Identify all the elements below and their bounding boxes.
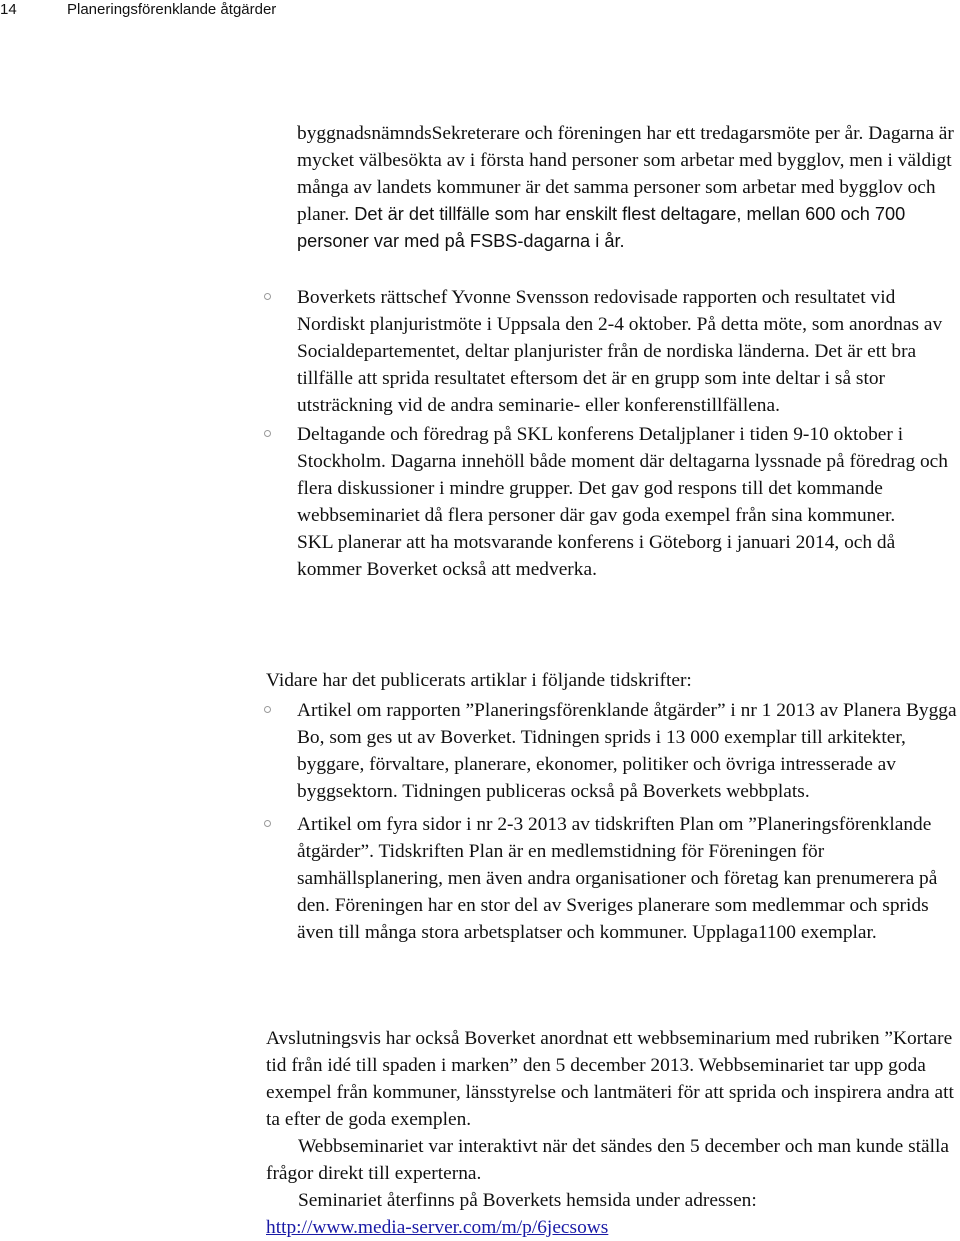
- intro-paragraph: [297, 120, 960, 255]
- closing-section: [266, 1025, 960, 1241]
- list-item: [264, 284, 960, 419]
- running-header-title: Planeringsförenklande åtgärder: [67, 1, 277, 18]
- link-line: [266, 1214, 960, 1241]
- intro-sans-text: Det är det tillfälle som har enskilt flest deltagare, mellan 600 och 700 personer var med på FSBS-dagarna i år.: [297, 204, 906, 251]
- bullet-list-publications: [264, 697, 960, 946]
- closing-paragraph: Avslutningsvis har också Boverket anordnat ett webbseminarium med rubriken ”Kortare tid från idé till spaden i marken” den 5 december 2013. Webbseminariet tar upp goda exempel från kommuner, länsstyrelse och lantmäteri för att sprida och inspirera andra att ta efter de goda exemplen.: [266, 1028, 954, 1130]
- bullet-text: Deltagande och föredrag på SKL konferens Detaljplaner i tiden 9-10 oktober i Stockholm. Dagarna innehöll både moment där deltagarna lyssnade på föredrag och flera diskussioner i mindre grupper. Det gav god respons till det kommande webbseminariet då flera personer där gav goda exempel från sina kommuner.: [297, 424, 948, 526]
- list-item: [264, 697, 960, 805]
- bullet-continuation: SKL planerar att ha motsvarande konferens i Göteborg i januari 2014, och då kommer Boverket också att medverka.: [297, 532, 896, 580]
- bullet-text: Boverkets rättschef Yvonne Svensson redovisade rapporten och resultatet vid Nordiskt planjuristmöte i Uppsala den 2-4 oktober. På detta möte, som anordnas av Socialdepartementet, deltar planjurister från de nordiska länderna. Det är ett bra tillfälle att sprida resultatet eftersom det är en grupp som inte deltar i så stor utsträckning vid de andra seminarie- eller konferenstillfällena.: [297, 287, 943, 416]
- closing-paragraph: Seminariet återfinns på Boverkets hemsida under adressen:: [298, 1190, 757, 1211]
- bullet-icon: [264, 820, 271, 827]
- closing-paragraph: Webbseminariet var interaktivt när det sändes den 5 december och man kunde ställa frågor direkt till experterna.: [266, 1136, 950, 1184]
- webinar-link[interactable]: http://www.media-server.com/m/p/6jecsows: [266, 1217, 609, 1238]
- bullet-text: Artikel om rapporten ”Planeringsförenklande åtgärder” i nr 1 2013 av Planera Bygga Bo, som ges ut av Boverket. Tidningen sprids i 13 000 exemplar till arkitekter, byggare, förvaltare, planerare, ekonomer, politiker och övriga intresserade av byggsektorn. Tidningen publiceras också på Boverkets webbplats.: [297, 700, 957, 802]
- bullet-icon: [264, 430, 271, 437]
- bullet-icon: [264, 293, 271, 300]
- bullet-list-events: [264, 284, 960, 583]
- list-item: [264, 811, 960, 946]
- page-number: 14: [0, 1, 17, 18]
- list-item: [264, 421, 960, 529]
- page-header: [0, 0, 960, 22]
- publications-intro: Vidare har det publicerats artiklar i följande tidskrifter:: [266, 670, 692, 691]
- bullet-text: Artikel om fyra sidor i nr 2-3 2013 av tidskriften Plan om ”Planeringsförenklande åtgärder”. Tidskriften Plan är en medlemstidning för Föreningen för samhällsplanering, men även andra organisationer och företag kan prenumerera på den. Föreningen har en stor del av Sveriges planerare som medlemmar och sprids även till många stora arbetsplatser och kommuner. Upplaga1100 exemplar.: [297, 814, 938, 943]
- bullet-icon: [264, 706, 271, 713]
- intro-serif-text: byggnadsnämndsSekreterare och föreningen har ett tredagarsmöte per år. Dagarna är mycket välbesökta av i första hand personer som arbetar med bygglov, men i väldigt många av landets kommuner är det samma personer som arbetar med bygglov och planer.: [297, 123, 954, 225]
